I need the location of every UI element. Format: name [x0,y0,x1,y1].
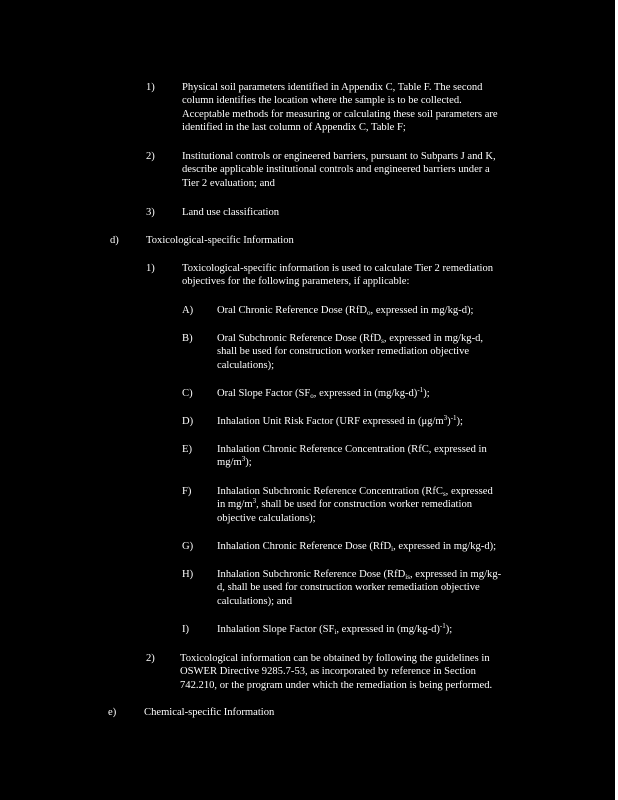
section-e-label: e) [108,707,117,718]
param-d-text: Inhalation Unit Risk Factor (URF expressed in $(\mu g/m^3)^{-1}$); [217,414,464,427]
param-b-label: B) [182,333,193,344]
param-a-text: Oral Chronic Reference Dose (RfD$_o$, expressed in mg/kg-d); [217,305,474,317]
param-i-label: I) [182,624,190,635]
param-g-label: G) [182,541,194,552]
param-h-text: Inhalation Subchronic Reference Dose (RfD$_{is}$, expressed in mg/kg- d, shall be used for construction worker remediation objective calculations); and [217,569,502,607]
d2-text: Toxicological information can be obtained by following the guidelines in OSWER Directive 9285.7-53, as incorporated by reference in Section 742.210, or the program under which the remediation is being performed. [180,653,493,691]
item-2-text: Institutional controls or engineered barriers, pursuant to Subparts J and K, describe applicable institutional controls and engineered barriers under a Tier 2 evaluation; and [182,151,496,189]
section-e-title: Chemical-specific Information [144,707,275,718]
item-1-label: 1) [146,82,155,93]
param-a-label: A) [182,305,194,316]
d1-text: Toxicological-specific information is used to calculate Tier 2 remediation objectives for the following parameters, if applicable: [182,263,494,288]
section-d-label: d) [110,235,119,246]
section-d-title: Toxicological-specific Information [146,235,294,246]
param-f-text: Inhalation Subchronic Reference Concentration (RfC$_s$, expressed in $mg/m^3$, shall be used for construction worker remediation objective calculations); [217,486,493,524]
item-3-text: Land use classification [182,207,280,218]
param-e-text: Inhalation Chronic Reference Concentration (RfC, expressed in $mg/m^3$); [217,444,487,469]
param-c-text: Oral Slope Factor ($SF_o$, expressed in $(mg/kg-d)^{-1}$); [217,386,430,400]
param-c-label: C) [182,388,193,399]
item-1-text: Physical soil parameters identified in Appendix C, Table F. The second column identifies the location where the sample is to be collected. Acceptable methods for measuring or calculating these soil parameters are identified in the last column of Appendix C, Table F; [182,82,498,134]
param-d-label: D) [182,416,194,427]
d2-label: 2) [146,653,155,664]
param-e-label: E) [182,444,192,455]
item-3-label: 3) [146,207,155,218]
param-g-text: Inhalation Chronic Reference Dose (RfD$_i$, expressed in mg/kg-d); [217,541,497,553]
param-i-text: Inhalation Slope Factor ($SF_i$, expressed in $(mg/kg-d)^{-1}$); [217,622,453,636]
param-h-label: H) [182,569,194,580]
d1-label: 1) [146,263,155,274]
param-b-text: Oral Subchronic Reference Dose (RfD$_s$, expressed in mg/kg-d, shall be used for construction worker remediation objective calculations); [217,333,484,371]
item-2-label: 2) [146,151,155,162]
param-f-label: F) [182,486,192,497]
